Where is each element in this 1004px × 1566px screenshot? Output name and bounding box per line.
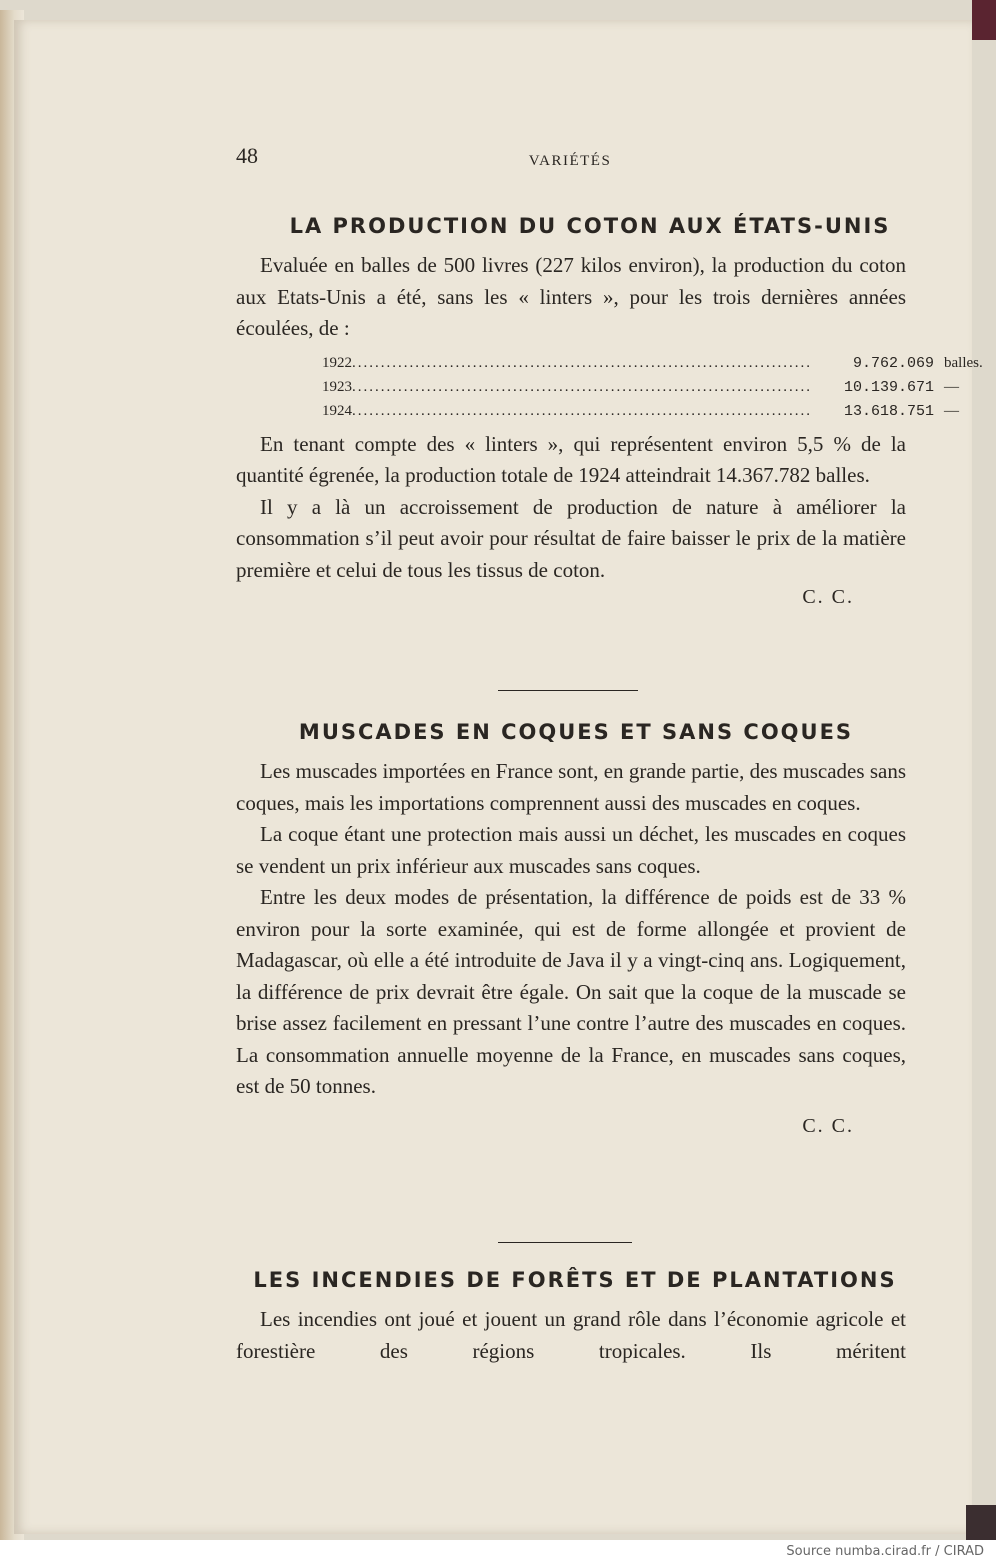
section-divider — [498, 1242, 632, 1243]
section-divider — [498, 690, 638, 691]
article-nutmeg — [236, 720, 906, 1138]
article-title: LES INCENDIES DE FORÊTS ET DE PLANTATIONS — [253, 1268, 897, 1292]
dot-leader: ................................................................................ — [352, 402, 812, 419]
stat-year: 1923 — [322, 378, 352, 395]
source-credit: Source numba.cirad.fr / CIRAD — [786, 1544, 984, 1559]
article-title: MUSCADES EN COQUES ET SANS COQUES — [298, 720, 854, 744]
stat-unit: balles. — [944, 354, 983, 371]
author-signature: C. C. — [802, 1114, 854, 1137]
stat-value: 10.139.671 — [843, 378, 934, 396]
author-signature: C. C. — [802, 586, 854, 608]
production-table — [322, 351, 983, 423]
table-row — [322, 375, 959, 399]
article-paragraph: En tenant compte des « linters », qui représentent environ 5,5 % de la quantité égrenée, la production totale de 1924 atteindrait 14.367.782 balles. — [236, 431, 906, 487]
binding-corner-mark — [972, 0, 996, 40]
stat-year: 1924 — [322, 402, 352, 419]
stat-year: 1922 — [322, 354, 352, 371]
page-header — [236, 143, 904, 177]
stat-unit: — — [944, 378, 959, 395]
table-row — [322, 399, 959, 423]
article-fires — [236, 1268, 906, 1367]
running-head: VARIÉTÉS — [528, 153, 612, 169]
article-title: LA PRODUCTION DU COTON AUX ÉTATS-UNIS — [289, 214, 891, 238]
article-paragraph: Les muscades importées en France sont, en grande partie, des muscades sans coques, mais les importations comprennent aussi des muscades en coques. — [236, 759, 906, 815]
stat-value: 9.762.069 — [852, 354, 934, 372]
dot-leader: ................................................................................ — [352, 378, 812, 395]
article-cotton — [236, 214, 983, 609]
table-row — [322, 351, 983, 375]
binding-corner-mark-bottom — [966, 1505, 996, 1540]
article-paragraph: La coque étant une protection mais aussi un déchet, les muscades en coques se vendent un prix inférieur aux muscades sans coques. — [236, 822, 906, 878]
dot-leader: ................................................................................ — [352, 354, 812, 371]
article-paragraph: Les incendies ont joué et jouent un grand rôle dans l’économie agricole et forestière des régions tropicales. Ils méritent — [236, 1307, 906, 1363]
article-paragraph: Il y a là un accroissement de production de nature à améliorer la consommation s’il peut avoir pour résultat de faire baisser le prix de la matière première et celui de tous les tissus de coton. — [236, 494, 906, 582]
stat-value: 13.618.751 — [843, 402, 934, 420]
article-paragraph: Evaluée en balles de 500 livres (227 kilos environ), la production du coton aux Etats-Unis a été, sans les « linters », pour les trois dernières années écoulées, de : — [236, 253, 906, 340]
stat-unit: — — [944, 402, 959, 419]
page-number: 48 — [236, 143, 258, 168]
article-paragraph: Entre les deux modes de présentation, la différence de poids est de 33 % environ pour la sorte examinée, qui est de forme allongée et provient de Madagascar, où elle a été introduite de Java il y a vingt-cinq ans. Logiquement, la différence de prix devrait être égale. On sait que la coque de la muscade se brise assez facilement en pressant l’une contre l’autre des muscades en coques. La consommation annuelle moyenne de la France, en muscades sans coques, est de 50 tonnes. — [236, 885, 906, 1098]
